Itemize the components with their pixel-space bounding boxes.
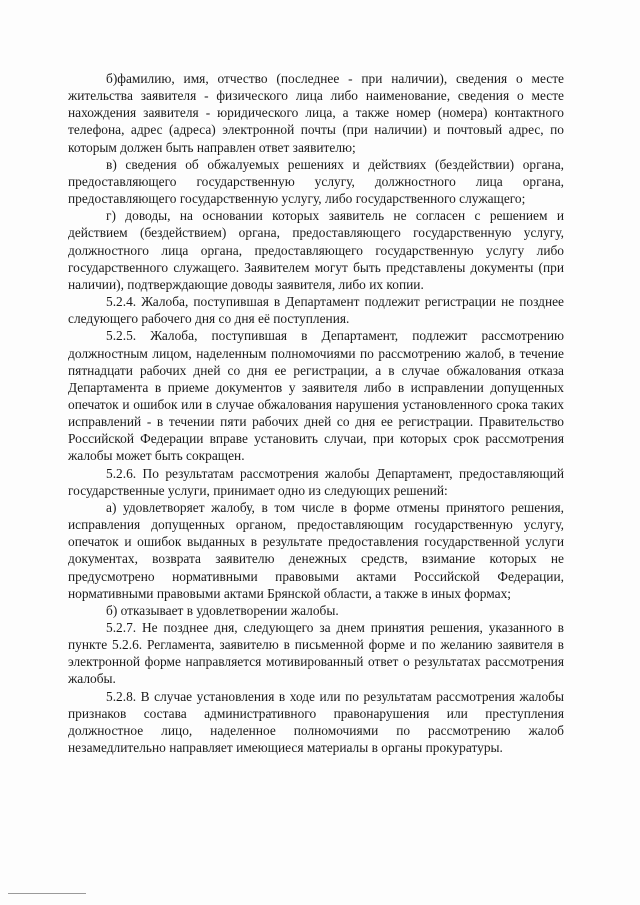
paragraph-appealed-decisions: в) сведения об обжалуемых решениях и действиях (бездействии) органа, предоставляющего государственную услугу, должностного лица органа, предоставляющего государственную услугу, либо государственного служащего; — [68, 156, 564, 207]
paragraph-satisfies-complaint: а) удовлетворяет жалобу, в том числе в форме отмены принятого решения, исправления допущенных органом, предоставляющим государственную услугу, опечаток и ошибок выданных в результате предоставления государственной услуги документах, возврата заявителю денежных средств, взимание которых не предусмотрено нормативными правовыми актами Российской Федерации, нормативными правовыми актами Брянской области, а также в иных формах; — [68, 499, 564, 601]
paragraph-5-2-5: 5.2.5. Жалоба, поступившая в Департамент, подлежит рассмотрению должностным лицом, наделенным полномочиями по рассмотрению жалоб, в течение пятнадцати рабочих дней со дня ее регистрации, а в случае обжалования отказа Департамента в приеме документов у заявителя либо в исправлении допущенных опечаток и ошибок или в случае обжалования нарушения установленного срока таких исправлений - в течении пяти рабочих дней со дня ее регистрации. Правительство Российской Федерации вправе установить случаи, при которых срок рассмотрения жалобы может быть сокращен. — [68, 328, 564, 464]
paragraph-5-2-7: 5.2.7. Не позднее дня, следующего за днем принятия решения, указанного в пункте 5.2.6. Регламента, заявителю в письменной форме и по желанию заявителя в электронной форме направляется мотивированный ответ о результатах рассмотрения жалобы. — [68, 620, 564, 687]
page-edge-mark — [8, 893, 86, 894]
paragraph-arguments: г) доводы, на основании которых заявитель не согласен с решением и действием (бездействием) органа, предоставляющего государственную услугу, должностного лица органа, предоставляющего государственную услугу либо государственного служащего. Заявителем могут быть представлены документы (при наличии), подтверждающие доводы заявителя, либо их копии. — [68, 208, 564, 292]
paragraph-5-2-6: 5.2.6. По результатам рассмотрения жалобы Департамент, предоставляющий государственные услуги, принимает одно из следующих решений: — [68, 465, 564, 498]
paragraph-5-2-4: 5.2.4. Жалоба, поступившая в Департамент подлежит регистрации не позднее следующего рабочего дня со дня её поступления. — [68, 294, 564, 327]
paragraph-applicant-details: б)фамилию, имя, отчество (последнее - при наличии), сведения о месте жительства заявителя - физического лица либо наименование, сведения о месте нахождения заявителя - юридического лица, а также номер (номера) контактного телефона, адрес (адреса) электронной почты (при наличии) и почтовый адрес, по которым должен быть направлен ответ заявителю; — [68, 71, 564, 155]
document-body — [68, 70, 564, 756]
paragraph-refuses-complaint: б) отказывает в удовлетворении жалобы. — [106, 602, 339, 618]
paragraph-5-2-8: 5.2.8. В случае установления в ходе или по результатам рассмотрения жалобы признаков состава административного правонарушения или преступления должностное лицо, наделенное полномочиями по рассмотрению жалоб незамедлительно направляет имеющиеся материалы в органы прокуратуры. — [68, 688, 564, 756]
